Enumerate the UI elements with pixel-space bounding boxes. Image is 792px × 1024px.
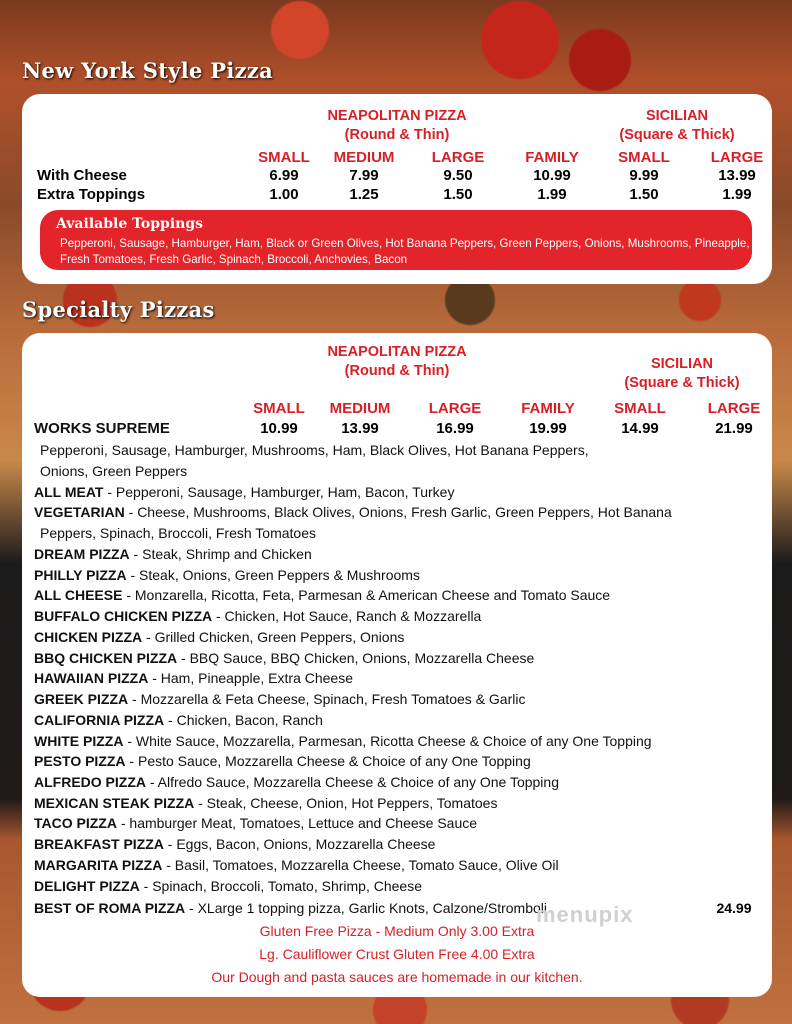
specialty-item: MEXICAN STEAK PIZZA - Steak, Cheese, Onion, Hot Peppers, Tomatoes: [34, 795, 498, 811]
cauliflower-note: Lg. Cauliflower Crust Gluten Free 4.00 Extra: [259, 946, 535, 962]
specialty-item: DELIGHT PIZZA - Spinach, Broccoli, Tomato, Shrimp, Cheese: [34, 878, 422, 894]
specialty-section-title: Specialty Pizzas: [22, 297, 215, 322]
specialty-item: TACO PIZZA - hamburger Meat, Tomatoes, Lettuce and Cheese Sauce: [34, 815, 478, 831]
specialty-size-large: LARGE: [428, 400, 482, 417]
specialty-size-family: FAMILY: [521, 400, 575, 417]
ny-price: 13.99: [718, 167, 756, 184]
ny-section-title: New York Style Pizza: [22, 58, 273, 83]
ny-price-panel: [22, 94, 772, 284]
specialty-item: CHICKEN PIZZA - Grilled Chicken, Green Peppers, Onions: [34, 629, 405, 645]
ny-price: 9.99: [629, 167, 659, 184]
ny-row-label: Extra Toppings: [37, 186, 146, 203]
specialty-item: PHILLY PIZZA - Steak, Onions, Green Peppers & Mushrooms: [34, 567, 420, 583]
specialty-item: HAWAIIAN PIZZA - Ham, Pineapple, Extra Cheese: [34, 670, 353, 686]
specialty-item: MARGARITA PIZZA - Basil, Tomatoes, Mozzarella Cheese, Tomato Sauce, Olive Oil: [34, 857, 559, 873]
best-of-roma-price: 24.99: [716, 900, 752, 916]
ny-size-sicilian-large: LARGE: [710, 149, 764, 166]
specialty-item: BEST OF ROMA PIZZA - XLarge 1 topping pizza, Garlic Knots, Calzone/Stromboli: [34, 900, 548, 916]
gluten-free-note: Gluten Free Pizza - Medium Only 3.00 Extra: [259, 923, 535, 939]
specialty-item: BREAKFAST PIZZA - Eggs, Bacon, Onions, Mozzarella Cheese: [34, 836, 436, 852]
specialty-item: WHITE PIZZA - White Sauce, Mozzarella, Parmesan, Ricotta Cheese & Choice of any One Topping: [34, 733, 652, 749]
ny-price: 1.00: [269, 186, 299, 203]
ny-size-family: FAMILY: [525, 149, 579, 166]
specialty-sicilian-header: SICILIAN (Square & Thick): [624, 356, 740, 391]
available-toppings-box: [40, 210, 752, 270]
ny-row-label: With Cheese: [37, 167, 127, 184]
ny-price: 6.99: [269, 167, 299, 184]
works-price: 10.99: [260, 420, 298, 437]
specialty-item: PESTO PIZZA - Pesto Sauce, Mozzarella Cheese & Choice of any One Topping: [34, 753, 531, 769]
works-price: 13.99: [341, 420, 379, 437]
specialty-item: ALL CHEESE - Monzarella, Ricotta, Feta, Parmesan & American Cheese and Tomato Sauce: [34, 587, 611, 603]
vegetarian-desc-cont: Peppers, Spinach, Broccoli, Fresh Tomatoes: [40, 525, 316, 541]
ny-price: 1.25: [349, 186, 379, 203]
specialty-item: VEGETARIAN - Cheese, Mushrooms, Black Olives, Onions, Fresh Garlic, Green Peppers, Hot Banana: [34, 504, 672, 520]
works-supreme-name: WORKS SUPREME: [34, 420, 170, 437]
specialty-item: BBQ CHICKEN PIZZA - BBQ Sauce, BBQ Chicken, Onions, Mozzarella Cheese: [34, 650, 535, 666]
specialty-neapolitan-header: NEAPOLITAN PIZZA (Round & Thin): [327, 344, 467, 379]
watermark: menupix: [536, 902, 634, 927]
specialty-item: GREEK PIZZA - Mozzarella & Feta Cheese, Spinach, Fresh Tomatoes & Garlic: [34, 691, 526, 707]
homemade-note: Our Dough and pasta sauces are homemade in our kitchen.: [211, 969, 583, 985]
specialty-size-sicilian-small: SMALL: [614, 400, 666, 417]
works-desc-line: Pepperoni, Sausage, Hamburger, Mushrooms, Ham, Black Olives, Hot Banana Peppers,: [40, 442, 589, 458]
works-price: 16.99: [436, 420, 474, 437]
ny-size-large: LARGE: [431, 149, 485, 166]
ny-sicilian-header: SICILIAN (Square & Thick): [619, 108, 735, 143]
toppings-list: Pepperoni, Sausage, Hamburger, Ham, Black or Green Olives, Hot Banana Peppers, Green Peppers, Onions, Mushrooms, Pineapple, Fresh Tomatoes, Fresh Garlic, Spinach, Broccoli, Anchovies, Bacon: [60, 237, 750, 266]
works-desc-line: Onions, Green Peppers: [40, 463, 188, 479]
specialty-item: ALL MEAT - Pepperoni, Sausage, Hamburger, Ham, Bacon, Turkey: [34, 484, 455, 500]
ny-price: 1.50: [443, 186, 473, 203]
ny-price: 1.99: [722, 186, 752, 203]
ny-neapolitan-header: NEAPOLITAN PIZZA (Round & Thin): [327, 108, 467, 143]
specialty-panel: [22, 333, 772, 997]
specialty-size-small: SMALL: [253, 400, 305, 417]
toppings-title: Available Toppings: [56, 216, 203, 232]
specialty-item: DREAM PIZZA - Steak, Shrimp and Chicken: [34, 546, 312, 562]
ny-price: 10.99: [533, 167, 571, 184]
specialty-size-sicilian-large: LARGE: [707, 400, 761, 417]
ny-size-small: SMALL: [258, 149, 310, 166]
specialty-size-medium: MEDIUM: [329, 400, 391, 417]
specialty-item: CALIFORNIA PIZZA - Chicken, Bacon, Ranch: [34, 712, 323, 728]
specialty-item: BUFFALO CHICKEN PIZZA - Chicken, Hot Sauce, Ranch & Mozzarella: [34, 608, 482, 624]
ny-price: 9.50: [443, 167, 473, 184]
ny-price: 7.99: [349, 167, 379, 184]
works-price: 19.99: [529, 420, 567, 437]
specialty-item: ALFREDO PIZZA - Alfredo Sauce, Mozzarella Cheese & Choice of any One Topping: [34, 774, 559, 790]
ny-size-sicilian-small: SMALL: [618, 149, 670, 166]
ny-size-medium: MEDIUM: [333, 149, 395, 166]
ny-price: 1.99: [537, 186, 567, 203]
works-price: 21.99: [715, 420, 753, 437]
works-price: 14.99: [621, 420, 659, 437]
ny-price: 1.50: [629, 186, 659, 203]
